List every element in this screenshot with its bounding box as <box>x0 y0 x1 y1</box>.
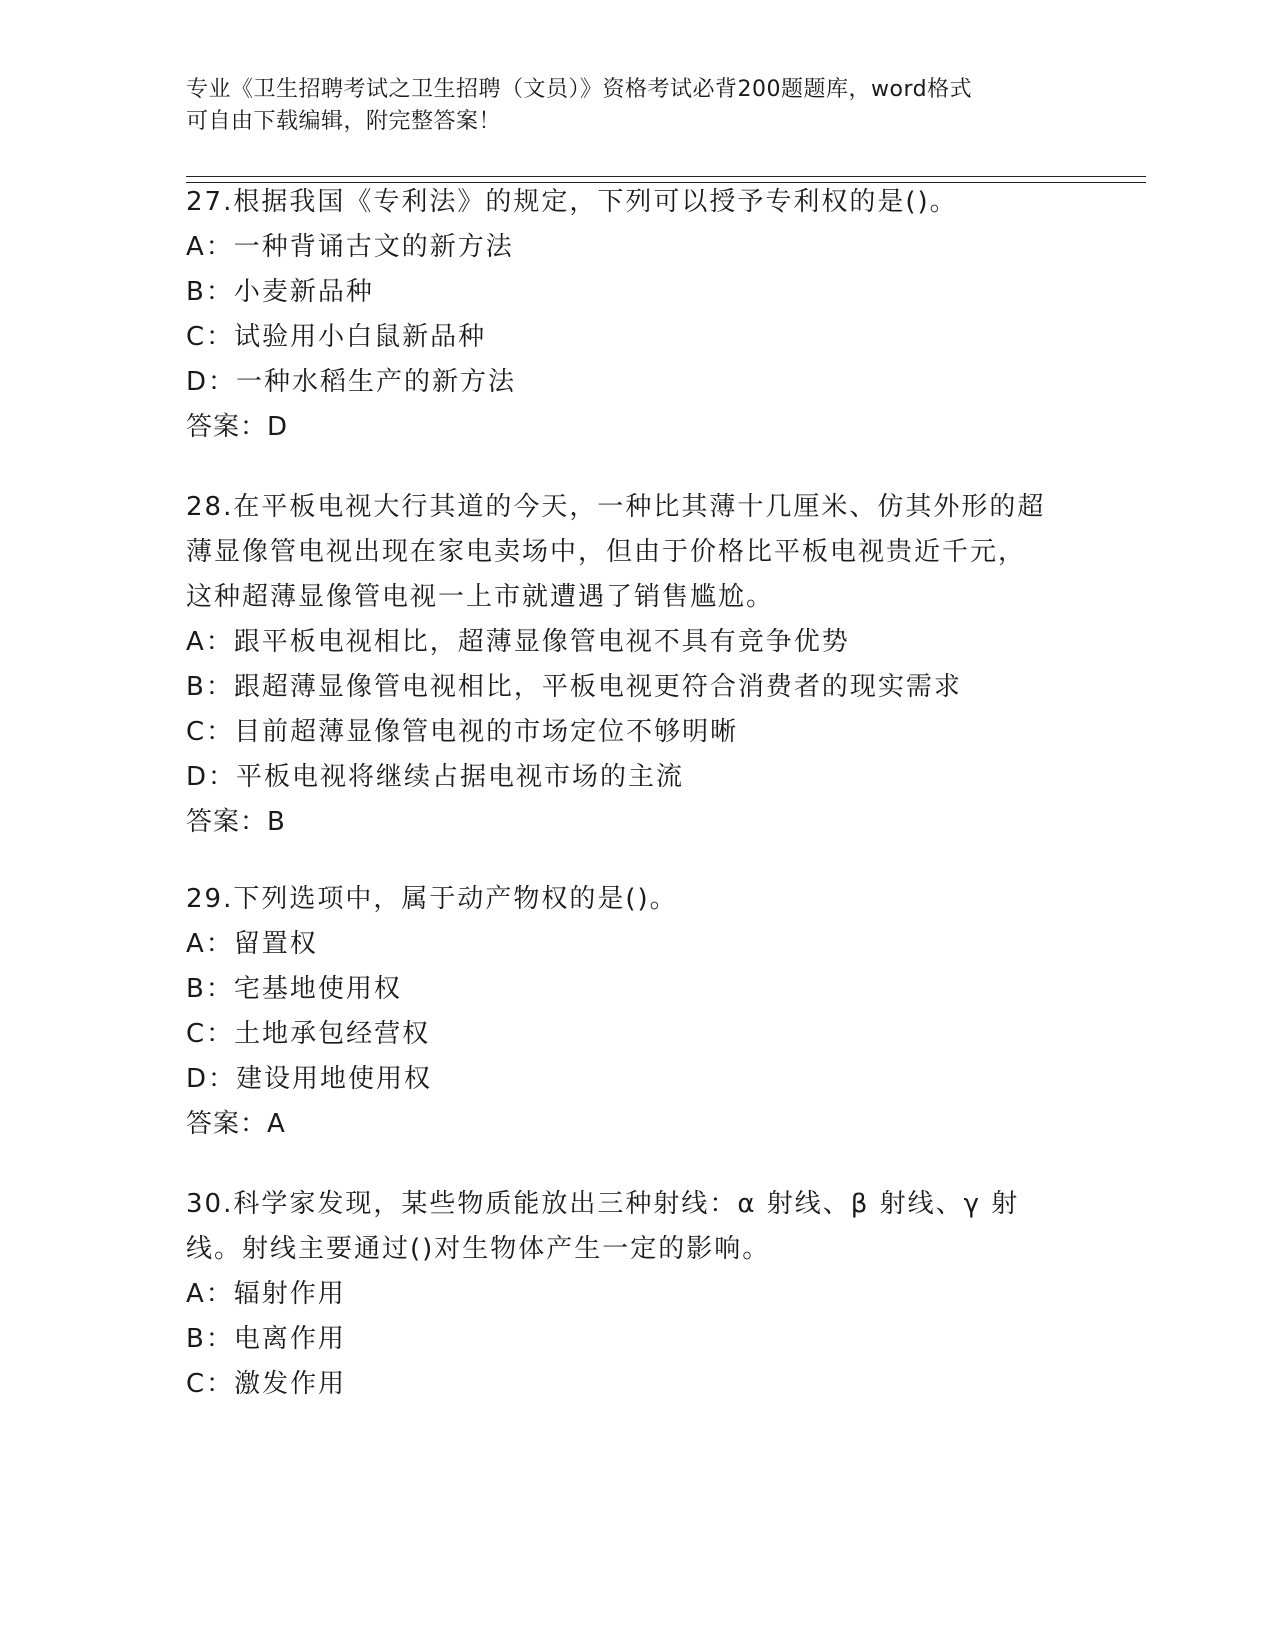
option-a: A：跟平板电视相比，超薄显像管电视不具有竞争优势 <box>186 627 850 657</box>
option-a: A：一种背诵古文的新方法 <box>186 232 514 262</box>
option-d: D：建设用地使用权 <box>186 1064 433 1094</box>
option-a: A：辐射作用 <box>186 1279 346 1309</box>
question-stem-line-2: 线。射线主要通过()对生物体产生一定的影响。 <box>186 1234 771 1264</box>
answer: 答案：B <box>186 807 286 837</box>
option-b: B：宅基地使用权 <box>186 974 402 1004</box>
question-27 <box>186 180 1086 450</box>
question-28 <box>186 485 1086 845</box>
question-stem-line-1: 28.在平板电视大行其道的今天，一种比其薄十几厘米、仿其外形的超 <box>186 492 1046 522</box>
question-30 <box>186 1182 1086 1407</box>
question-stem-line-3: 这种超薄显像管电视一上市就遭遇了销售尴尬。 <box>186 582 775 612</box>
question-stem: 27.根据我国《专利法》的规定，下列可以授予专利权的是()。 <box>186 187 958 217</box>
option-c: C：土地承包经营权 <box>186 1019 431 1049</box>
option-c: C：激发作用 <box>186 1369 347 1399</box>
header-divider-top <box>186 176 1146 177</box>
option-d: D：一种水稻生产的新方法 <box>186 367 517 397</box>
document-header <box>186 74 1086 138</box>
answer: 答案：D <box>186 412 289 442</box>
option-d: D：平板电视将继续占据电视市场的主流 <box>186 762 685 792</box>
option-c: C：试验用小白鼠新品种 <box>186 322 487 352</box>
option-b: B：电离作用 <box>186 1324 346 1354</box>
question-stem: 29.下列选项中，属于动产物权的是()。 <box>186 884 678 914</box>
question-29 <box>186 877 1086 1147</box>
header-line-2: 可自由下载编辑，附完整答案！ <box>186 109 502 134</box>
option-b: B：跟超薄显像管电视相比，平板电视更符合消费者的现实需求 <box>186 672 962 702</box>
question-stem-line-2: 薄显像管电视出现在家电卖场中，但由于价格比平板电视贵近千元， <box>186 537 1027 567</box>
question-stem-line-1: 30.科学家发现，某些物质能放出三种射线：α 射线、β 射线、γ 射 <box>186 1189 1020 1219</box>
option-c: C：目前超薄显像管电视的市场定位不够明晰 <box>186 717 739 747</box>
option-a: A：留置权 <box>186 929 318 959</box>
answer: 答案：A <box>186 1109 286 1139</box>
option-b: B：小麦新品种 <box>186 277 374 307</box>
header-line-1: 专业《卫生招聘考试之卫生招聘（文员）》资格考试必背200题题库，word格式 <box>186 77 973 102</box>
